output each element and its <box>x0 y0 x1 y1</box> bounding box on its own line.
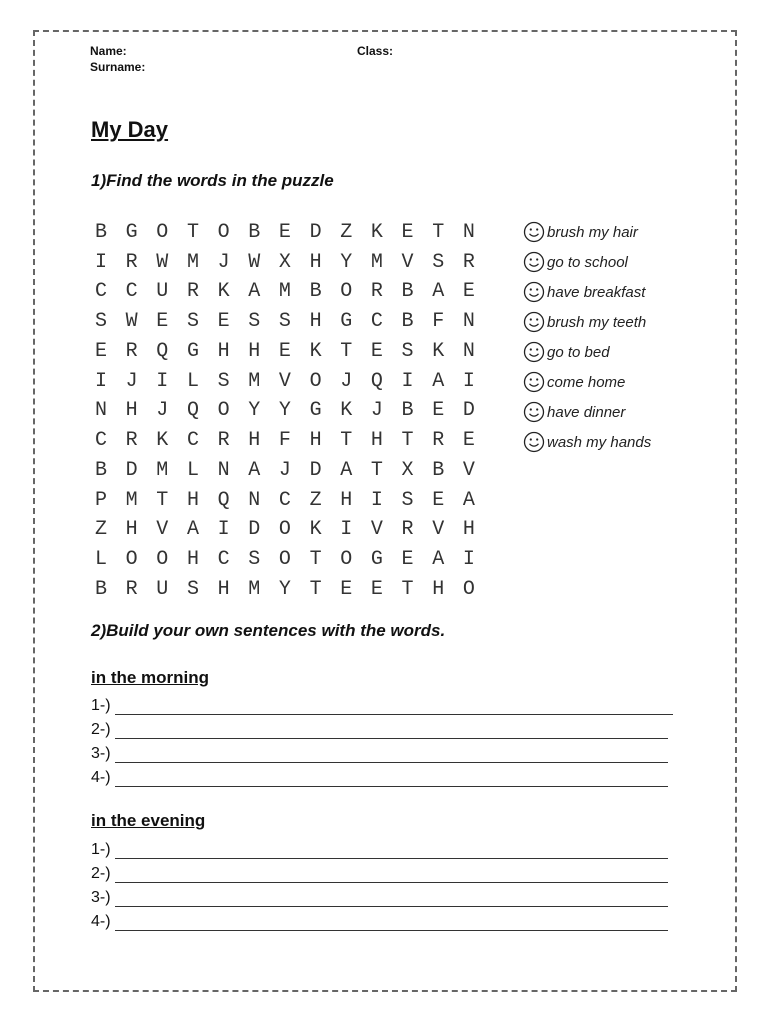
grid-letter: V <box>370 518 383 542</box>
grid-letter: K <box>309 339 322 363</box>
grid-letter: Q <box>217 488 230 512</box>
question-1: 1)Find the words in the puzzle <box>91 171 334 190</box>
grid-letter: R <box>125 339 138 363</box>
answer-blank[interactable] <box>115 698 673 715</box>
grid-letter: K <box>432 339 445 363</box>
grid-letter: T <box>370 458 383 482</box>
grid-letter: S <box>94 310 107 334</box>
grid-letter: B <box>401 310 414 334</box>
grid-letter: T <box>432 220 445 244</box>
answer-blank[interactable] <box>115 842 668 859</box>
grid-letter: M <box>248 577 261 601</box>
grid-letter: X <box>401 458 414 482</box>
grid-letter: B <box>94 577 107 601</box>
word-list-item <box>523 427 743 457</box>
grid-letter: T <box>340 429 353 453</box>
answer-line[interactable] <box>91 909 668 931</box>
grid-letter: H <box>309 429 322 453</box>
answer-line-number: 3-) <box>91 745 111 762</box>
grid-letter: O <box>156 220 169 244</box>
grid-letter: S <box>186 577 199 601</box>
grid-letter: R <box>217 429 230 453</box>
smiley-icon <box>523 371 545 393</box>
grid-letter: V <box>401 250 414 274</box>
answer-line[interactable] <box>91 717 668 739</box>
grid-letter: O <box>125 548 138 572</box>
grid-letter: R <box>186 280 199 304</box>
grid-letter: V <box>278 369 291 393</box>
grid-letter: S <box>401 488 414 512</box>
question-2: 2)Build your own sentences with the words. <box>91 621 446 640</box>
grid-letter: K <box>309 518 322 542</box>
grid-letter: S <box>186 310 199 334</box>
answer-line-number: 2-) <box>91 865 111 882</box>
grid-letter: N <box>462 310 475 334</box>
grid-letter: E <box>401 548 414 572</box>
word-list-item <box>523 277 743 307</box>
grid-letter: K <box>370 220 383 244</box>
smiley-icon <box>523 341 545 363</box>
grid-letter: G <box>125 220 138 244</box>
grid-letter: Q <box>186 399 199 423</box>
grid-letter: K <box>340 399 353 423</box>
grid-letter: V <box>432 518 445 542</box>
grid-letter: M <box>156 458 169 482</box>
word-list-item <box>523 307 743 337</box>
class-label: Class: <box>357 44 394 58</box>
grid-letter: E <box>462 280 475 304</box>
grid-letter: E <box>340 577 353 601</box>
grid-row <box>90 545 480 575</box>
word-list-item <box>523 217 743 247</box>
grid-letter: I <box>156 369 169 393</box>
grid-letter: E <box>278 339 291 363</box>
grid-letter: A <box>432 369 445 393</box>
grid-letter: A <box>186 518 199 542</box>
grid-letter: W <box>248 250 261 274</box>
word-label: go to school <box>547 253 628 271</box>
grid-letter: W <box>156 250 169 274</box>
grid-letter: X <box>278 250 291 274</box>
grid-letter: Q <box>370 369 383 393</box>
grid-letter: B <box>401 280 414 304</box>
grid-letter: S <box>217 369 230 393</box>
grid-letter: E <box>370 577 383 601</box>
grid-letter: R <box>432 429 445 453</box>
grid-letter: J <box>217 250 230 274</box>
grid-letter: C <box>186 429 199 453</box>
grid-letter: I <box>462 548 475 572</box>
word-list-item <box>523 337 743 367</box>
grid-letter: E <box>278 220 291 244</box>
grid-letter: R <box>125 577 138 601</box>
grid-letter: K <box>156 429 169 453</box>
grid-row <box>90 575 480 605</box>
grid-letter: H <box>248 429 261 453</box>
smiley-icon <box>523 401 545 423</box>
grid-letter: H <box>186 548 199 572</box>
word-label: brush my teeth <box>547 313 647 331</box>
grid-letter: G <box>340 310 353 334</box>
grid-letter: H <box>309 250 322 274</box>
grid-letter: G <box>370 548 383 572</box>
grid-letter: B <box>248 220 261 244</box>
grid-letter: D <box>309 458 322 482</box>
grid-letter: T <box>340 339 353 363</box>
grid-letter: R <box>125 250 138 274</box>
grid-letter: S <box>278 310 291 334</box>
grid-letter: A <box>432 548 445 572</box>
word-label: come home <box>547 373 626 391</box>
grid-letter: E <box>462 429 475 453</box>
grid-letter: N <box>462 220 475 244</box>
grid-letter: C <box>217 548 230 572</box>
grid-letter: O <box>309 369 322 393</box>
grid-letter: A <box>248 458 261 482</box>
answer-line-number: 1-) <box>91 841 111 858</box>
grid-row <box>90 278 480 308</box>
grid-letter: N <box>217 458 230 482</box>
grid-letter: O <box>340 548 353 572</box>
answer-line-number: 2-) <box>91 721 111 738</box>
grid-row <box>90 218 480 248</box>
grid-letter: T <box>401 429 414 453</box>
grid-letter: D <box>125 458 138 482</box>
grid-row <box>90 397 480 427</box>
grid-letter: I <box>217 518 230 542</box>
grid-letter: O <box>217 220 230 244</box>
grid-letter: L <box>94 548 107 572</box>
grid-letter: M <box>186 250 199 274</box>
grid-letter: Q <box>156 339 169 363</box>
grid-letter: H <box>217 577 230 601</box>
grid-letter: I <box>94 369 107 393</box>
grid-letter: C <box>278 488 291 512</box>
answer-line-number: 1-) <box>91 697 111 714</box>
grid-letter: E <box>432 399 445 423</box>
grid-letter: S <box>248 310 261 334</box>
grid-row <box>90 456 480 486</box>
smiley-icon <box>523 431 545 453</box>
answer-line-number: 3-) <box>91 889 111 906</box>
answer-blank[interactable] <box>115 890 668 907</box>
grid-row <box>90 426 480 456</box>
answer-line[interactable] <box>91 837 668 859</box>
answer-line[interactable] <box>91 861 668 883</box>
grid-row <box>90 367 480 397</box>
answer-line[interactable] <box>91 693 673 715</box>
grid-letter: N <box>94 399 107 423</box>
grid-letter: H <box>462 518 475 542</box>
grid-row <box>90 337 480 367</box>
answer-line-number: 4-) <box>91 913 111 930</box>
grid-letter: T <box>309 548 322 572</box>
grid-letter: R <box>462 250 475 274</box>
grid-letter: T <box>156 488 169 512</box>
grid-letter: M <box>248 369 261 393</box>
grid-letter: D <box>248 518 261 542</box>
grid-letter: Y <box>340 250 353 274</box>
grid-letter: E <box>217 310 230 334</box>
answer-blank[interactable] <box>115 866 668 883</box>
grid-letter: T <box>401 577 414 601</box>
grid-letter: Y <box>278 399 291 423</box>
grid-letter: O <box>156 548 169 572</box>
word-label: go to bed <box>547 343 610 361</box>
grid-letter: H <box>248 339 261 363</box>
grid-letter: I <box>462 369 475 393</box>
surname-label: Surname: <box>90 60 146 74</box>
grid-letter: C <box>125 280 138 304</box>
grid-letter: N <box>462 339 475 363</box>
word-list-item <box>523 247 743 277</box>
word-search-grid <box>90 218 480 605</box>
grid-letter: Y <box>278 577 291 601</box>
grid-letter: H <box>186 488 199 512</box>
grid-letter: Y <box>248 399 261 423</box>
grid-letter: F <box>278 429 291 453</box>
grid-letter: M <box>370 250 383 274</box>
grid-letter: L <box>186 458 199 482</box>
answer-blank[interactable] <box>115 914 668 931</box>
grid-letter: V <box>156 518 169 542</box>
word-label: brush my hair <box>547 223 638 241</box>
word-list-item <box>523 367 743 397</box>
grid-letter: C <box>94 280 107 304</box>
grid-letter: G <box>186 339 199 363</box>
grid-letter: B <box>432 458 445 482</box>
grid-letter: C <box>94 429 107 453</box>
grid-letter: B <box>309 280 322 304</box>
answer-blank[interactable] <box>115 746 668 763</box>
grid-letter: D <box>309 220 322 244</box>
grid-letter: O <box>278 518 291 542</box>
grid-letter: B <box>94 220 107 244</box>
answer-line[interactable] <box>91 765 668 787</box>
grid-letter: E <box>370 339 383 363</box>
grid-letter: H <box>432 577 445 601</box>
grid-letter: E <box>94 339 107 363</box>
grid-letter: H <box>309 310 322 334</box>
smiley-icon <box>523 311 545 333</box>
smiley-icon <box>523 251 545 273</box>
word-list <box>523 217 743 457</box>
grid-letter: D <box>462 399 475 423</box>
grid-letter: R <box>125 429 138 453</box>
word-label: have dinner <box>547 403 626 421</box>
grid-letter: A <box>462 488 475 512</box>
grid-letter: S <box>248 548 261 572</box>
grid-letter: E <box>156 310 169 334</box>
grid-letter: U <box>156 280 169 304</box>
grid-letter: R <box>370 280 383 304</box>
grid-letter: C <box>370 310 383 334</box>
smiley-icon <box>523 281 545 303</box>
grid-letter: A <box>340 458 353 482</box>
grid-letter: H <box>340 488 353 512</box>
grid-letter: U <box>156 577 169 601</box>
grid-letter: H <box>125 399 138 423</box>
grid-letter: B <box>401 399 414 423</box>
grid-letter: N <box>248 488 261 512</box>
grid-letter: M <box>278 280 291 304</box>
grid-letter: J <box>278 458 291 482</box>
grid-row <box>90 248 480 278</box>
grid-letter: P <box>94 488 107 512</box>
grid-letter: J <box>340 369 353 393</box>
answer-line[interactable] <box>91 885 668 907</box>
grid-letter: E <box>401 220 414 244</box>
grid-row <box>90 486 480 516</box>
grid-row <box>90 307 480 337</box>
grid-letter: M <box>125 488 138 512</box>
grid-letter: A <box>248 280 261 304</box>
grid-letter: S <box>401 339 414 363</box>
grid-letter: H <box>125 518 138 542</box>
grid-letter: L <box>186 369 199 393</box>
page-title: My Day <box>91 117 169 142</box>
grid-letter: T <box>309 577 322 601</box>
grid-letter: J <box>125 369 138 393</box>
answer-blank[interactable] <box>115 722 668 739</box>
grid-letter: T <box>186 220 199 244</box>
grid-letter: I <box>340 518 353 542</box>
grid-letter: O <box>278 548 291 572</box>
grid-letter: I <box>94 250 107 274</box>
grid-letter: A <box>432 280 445 304</box>
grid-letter: F <box>432 310 445 334</box>
grid-row <box>90 516 480 546</box>
grid-letter: Z <box>340 220 353 244</box>
grid-letter: O <box>217 399 230 423</box>
answer-line-number: 4-) <box>91 769 111 786</box>
grid-letter: J <box>156 399 169 423</box>
grid-letter: E <box>432 488 445 512</box>
word-list-item <box>523 397 743 427</box>
grid-letter: Z <box>309 488 322 512</box>
evening-heading: in the evening <box>91 811 206 830</box>
smiley-icon <box>523 221 545 243</box>
name-label: Name: <box>90 44 127 58</box>
grid-letter: O <box>462 577 475 601</box>
grid-letter: I <box>401 369 414 393</box>
grid-letter: O <box>340 280 353 304</box>
grid-letter: B <box>94 458 107 482</box>
grid-letter: J <box>370 399 383 423</box>
grid-letter: H <box>370 429 383 453</box>
grid-letter: W <box>125 310 138 334</box>
grid-letter: H <box>217 339 230 363</box>
answer-blank[interactable] <box>115 770 668 787</box>
grid-letter: V <box>462 458 475 482</box>
grid-letter: K <box>217 280 230 304</box>
grid-letter: G <box>309 399 322 423</box>
grid-letter: I <box>370 488 383 512</box>
answer-line[interactable] <box>91 741 668 763</box>
grid-letter: Z <box>94 518 107 542</box>
grid-letter: S <box>432 250 445 274</box>
word-label: wash my hands <box>547 433 652 451</box>
morning-heading: in the morning <box>91 668 210 687</box>
word-label: have breakfast <box>547 283 646 301</box>
grid-letter: R <box>401 518 414 542</box>
